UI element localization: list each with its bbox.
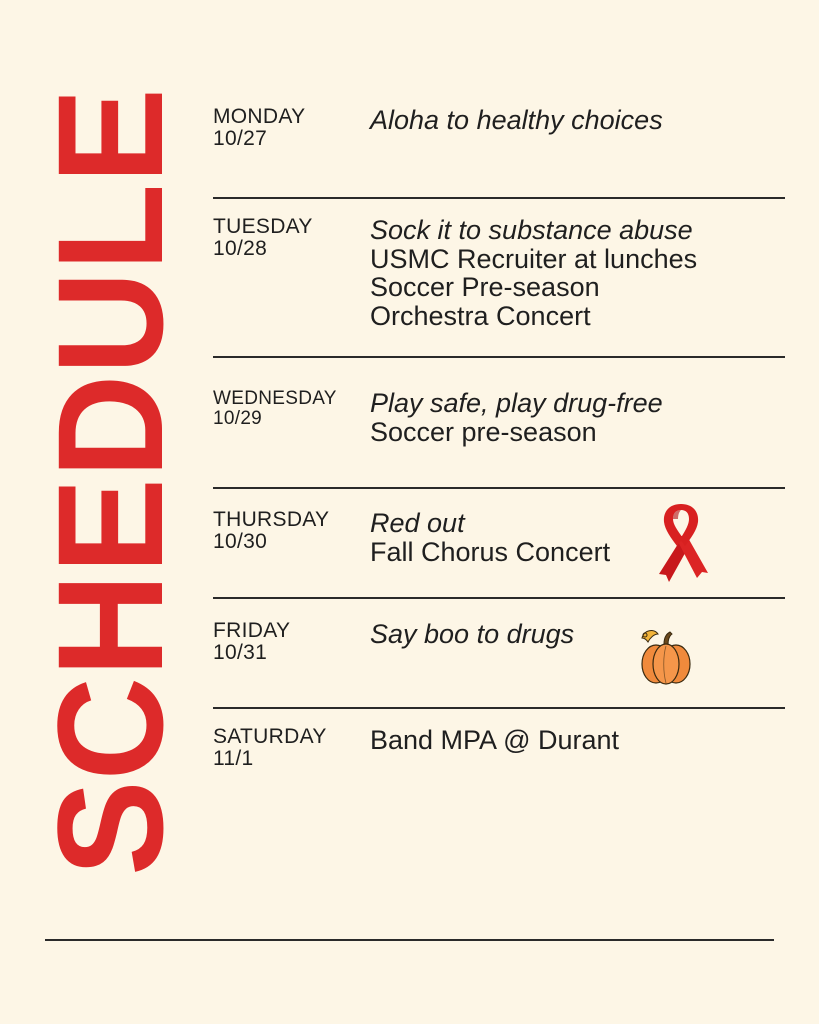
pumpkin-icon <box>636 626 696 686</box>
day-items <box>370 509 610 566</box>
day-label <box>213 726 327 770</box>
schedule-title <box>26 50 194 876</box>
day-theme: Say boo to drugs <box>370 619 575 649</box>
day-date: 10/28 <box>213 237 268 260</box>
day-date: 10/30 <box>213 530 268 553</box>
divider <box>213 197 785 199</box>
divider <box>213 487 785 489</box>
day-name: SATURDAY <box>213 725 327 748</box>
day-name: THURSDAY <box>213 508 330 531</box>
day-name: WEDNESDAY <box>213 388 337 409</box>
day-label <box>213 216 313 260</box>
day-event: Soccer pre-season <box>370 416 597 447</box>
day-event: Band MPA @ Durant <box>370 725 620 755</box>
day-event: Orchestra Concert <box>370 300 591 331</box>
day-date: 10/29 <box>213 408 263 429</box>
day-event: USMC Recruiter at lunches <box>370 243 698 274</box>
day-label <box>213 389 337 429</box>
divider <box>213 356 785 358</box>
schedule-title-text: SCHEDULE <box>26 50 194 876</box>
day-theme: Red out <box>370 508 465 538</box>
day-label <box>213 106 305 150</box>
day-name: TUESDAY <box>213 215 313 238</box>
divider <box>213 597 785 599</box>
day-date: 11/1 <box>213 747 254 770</box>
day-date: 10/31 <box>213 641 268 664</box>
day-theme: Sock it to substance abuse <box>370 215 693 245</box>
day-items <box>370 216 697 330</box>
day-name: MONDAY <box>213 105 306 128</box>
day-name: FRIDAY <box>213 619 291 642</box>
day-items <box>370 726 619 755</box>
day-items <box>370 389 663 446</box>
day-theme: Aloha to healthy choices <box>370 105 663 135</box>
day-date: 10/27 <box>213 127 268 150</box>
red-ribbon-icon <box>653 502 709 584</box>
day-label <box>213 620 290 664</box>
day-items <box>370 620 574 649</box>
day-items <box>370 106 663 135</box>
day-theme: Play safe, play drug-free <box>370 388 663 418</box>
day-event: Soccer Pre-season <box>370 272 600 302</box>
day-label <box>213 509 329 553</box>
divider <box>213 707 785 709</box>
day-event: Fall Chorus Concert <box>370 536 611 567</box>
bottom-divider <box>45 939 774 941</box>
